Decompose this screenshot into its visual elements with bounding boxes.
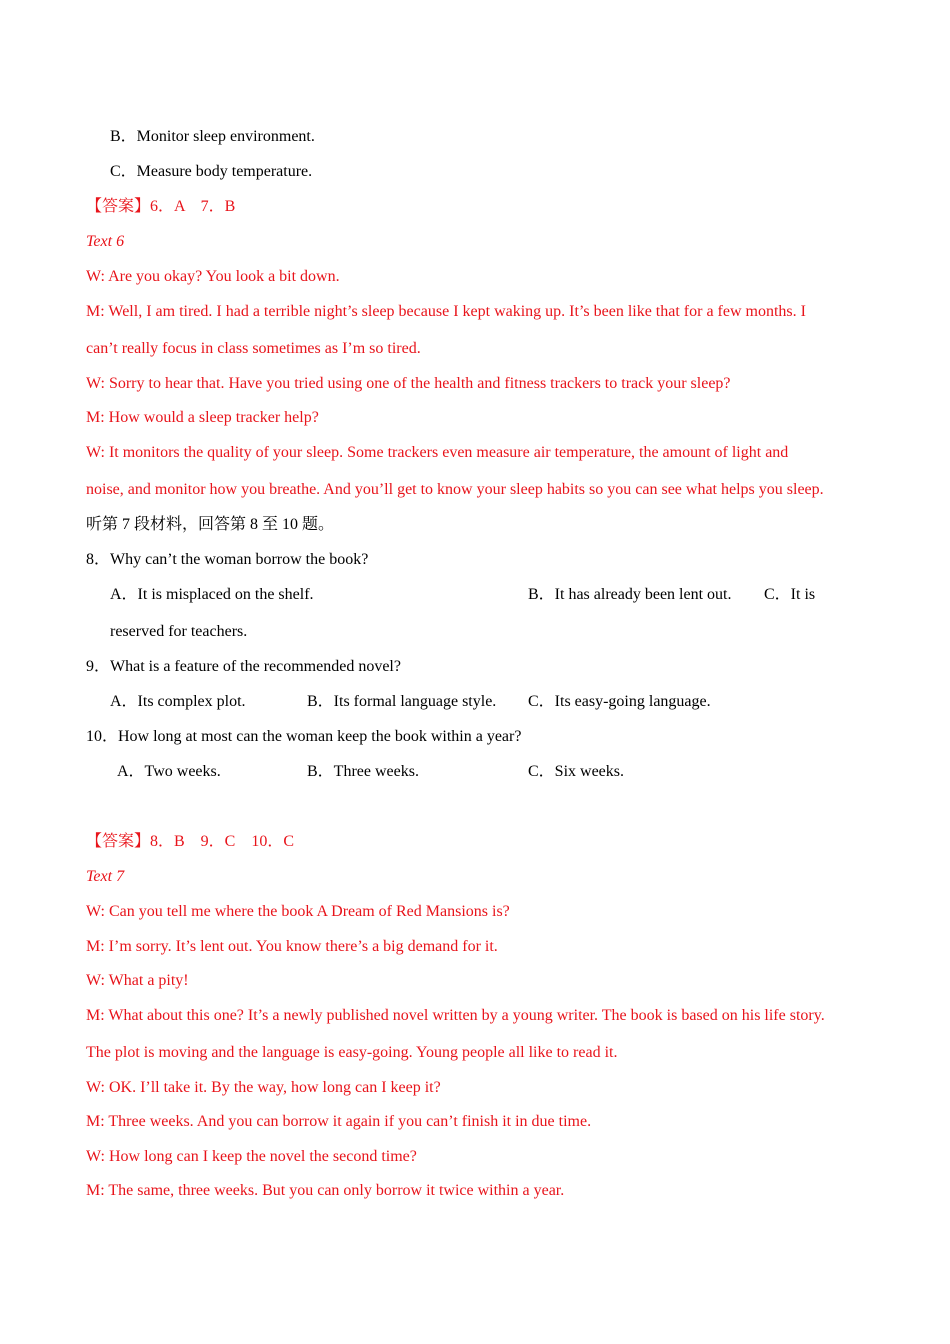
text7-title: Text 7 — [86, 868, 125, 885]
text6-line: noise, and monitor how you breathe. And you’ll get to know your sleep habits so you can see what helps you sleep. — [86, 481, 824, 498]
text6-title: Text 6 — [86, 233, 125, 250]
text7-line: W: What a pity! — [86, 972, 189, 989]
q8-option-b: B．It has already been lent out. — [528, 586, 732, 603]
q9-option-c: C．Its easy-going language. — [528, 693, 711, 710]
q10-stem: 10．How long at most can the woman keep the book within a year? — [86, 728, 522, 745]
q5-option-b: B．Monitor sleep environment. — [110, 128, 315, 145]
text6-line: W: Are you okay? You look a bit down. — [86, 268, 340, 285]
text6-line: M: How would a sleep tracker help? — [86, 409, 319, 426]
answer-6-7: 【答案】6．A 7．B — [86, 198, 236, 215]
text6-line: can’t really focus in class sometimes as I’m so tired. — [86, 340, 421, 357]
text7-line: W: OK. I’ll take it. By the way, how long can I keep it? — [86, 1079, 441, 1096]
q5-option-c: C．Measure body temperature. — [110, 163, 313, 180]
text7-line: W: How long can I keep the novel the second time? — [86, 1148, 417, 1165]
q9-option-a: A．Its complex plot. — [110, 693, 246, 710]
text6-line: M: Well, I am tired. I had a terrible night’s sleep because I kept waking up. It’s been like that for a few months. I — [86, 303, 806, 320]
text6-line: W: It monitors the quality of your sleep. Some trackers even measure air temperature, the amount of light and — [86, 444, 789, 461]
q8-option-a: A．It is misplaced on the shelf. — [110, 586, 314, 603]
text7-line: M: What about this one? It’s a newly published novel written by a young writer. The book is based on his life story. — [86, 1007, 825, 1024]
section7-intro: 听第 7 段材料，回答第 8 至 10 题。 — [86, 516, 335, 533]
text7-line: The plot is moving and the language is easy-going. Young people all like to read it. — [86, 1044, 618, 1061]
q9-option-b: B．Its formal language style. — [307, 693, 497, 710]
q8-option-c: C．It is — [764, 586, 816, 603]
text7-line: M: I’m sorry. It’s lent out. You know there’s a big demand for it. — [86, 938, 498, 955]
q10-option-c: C．Six weeks. — [528, 763, 625, 780]
text7-line: M: The same, three weeks. But you can only borrow it twice within a year. — [86, 1182, 565, 1199]
answer-8-10: 【答案】8．B 9．C 10．C — [86, 833, 295, 850]
q10-option-b: B．Three weeks. — [307, 763, 419, 780]
q10-option-a: A．Two weeks. — [117, 763, 221, 780]
q9-stem: 9．What is a feature of the recommended novel? — [86, 658, 401, 675]
text6-line: W: Sorry to hear that. Have you tried using one of the health and fitness trackers to track your sleep? — [86, 375, 731, 392]
q8-option-c-continued: reserved for teachers. — [110, 623, 248, 640]
text7-line: M: Three weeks. And you can borrow it again if you can’t finish it in due time. — [86, 1113, 592, 1130]
text7-line: W: Can you tell me where the book A Dream of Red Mansions is? — [86, 903, 510, 920]
q8-stem: 8．Why can’t the woman borrow the book? — [86, 551, 369, 568]
